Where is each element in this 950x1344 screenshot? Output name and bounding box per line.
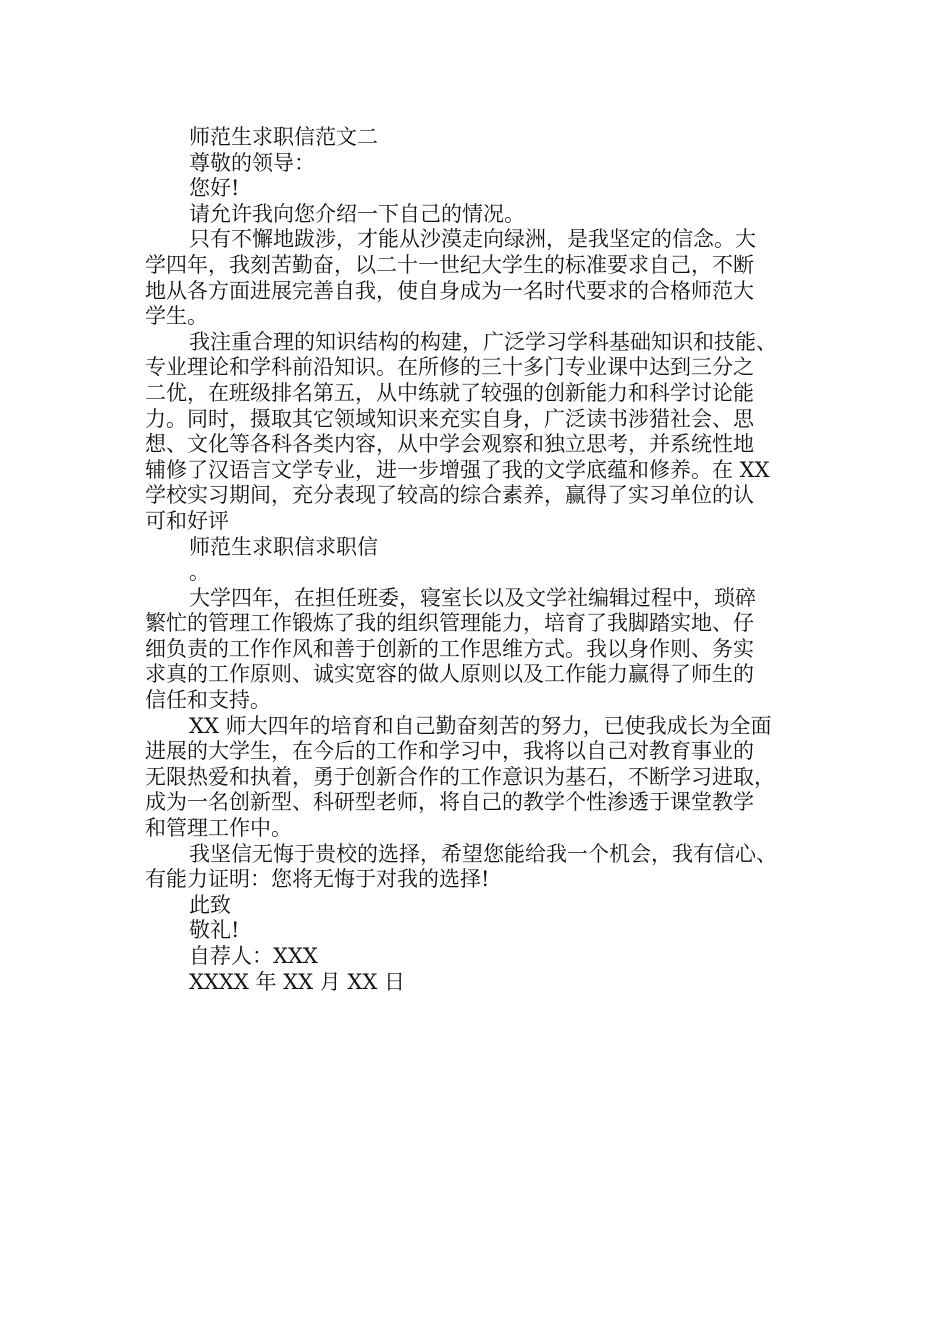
text-line: XX 师大四年的培育和自己勤奋刻苦的努力，已使我成长为全面 (189, 713, 772, 738)
text-line: 细负责的工作作风和善于创新的工作思维方式。我以身作则、务实 (145, 636, 754, 661)
closing-salute: 敬礼! (189, 918, 240, 943)
text-line: 力。同时，摄取其它领域知识来充实自身，广泛读书涉猎社会、思 (145, 406, 754, 431)
text-line: 大学四年，在担任班委，寝室长以及文学社编辑过程中，琐碎 (189, 585, 756, 610)
greeting: 您好! (189, 176, 240, 201)
letter-title: 师范生求职信范文二 (189, 125, 378, 149)
text-line: 成为一名创新型、科研型老师，将自己的教学个性渗透于课堂教学 (145, 790, 754, 815)
text-line: 我注重合理的知识结构的构建，广泛学习学科基础知识和技能、 (189, 329, 777, 354)
letter-page (145, 125, 807, 995)
text-line: 辅修了汉语言文学专业，进一步增强了我的文学底蕴和修养。在 XX (145, 457, 770, 482)
signature: 自荐人：XXX (189, 944, 318, 968)
text-line: 学四年，我刻苦勤奋，以二十一世纪大学生的标准要求自己，不断 (145, 252, 754, 277)
text-line: 只有不懈地跋涉，才能从沙漠走向绿洲，是我坚定的信念。大 (189, 227, 756, 252)
stray-period: 。 (189, 560, 210, 585)
text-line: 地从各方面进展完善自我，使自身成为一名时代要求的合格师范大 (145, 278, 754, 303)
text-line: 无限热爱和执着，勇于创新合作的工作意识为基石，不断学习进取， (145, 764, 775, 789)
text-line: 繁忙的管理工作锻炼了我的组织管理能力，培育了我脚踏实地、仔 (145, 611, 754, 636)
text-line: 和管理工作中。 (145, 816, 292, 841)
date: XXXX 年 XX 月 XX 日 (189, 969, 405, 994)
section-subtitle: 师范生求职信求职信 (189, 534, 378, 559)
text-line: 学生。 (145, 304, 208, 329)
text-line: 有能力证明：您将无悔于对我的选择! (145, 867, 490, 892)
paragraph-growth (145, 714, 807, 842)
text-line: 信任和支持。 (145, 688, 271, 713)
salutation: 尊敬的领导： (189, 150, 315, 175)
intro-line: 请允许我向您介绍一下自己的情况。 (189, 201, 525, 226)
paragraph-management (145, 586, 807, 714)
text-line: 二优，在班级排名第五，从中练就了较强的创新能力和科学讨论能 (145, 380, 754, 405)
text-line: 进展的大学生，在今后的工作和学习中，我将以自己对教育事业的 (145, 739, 754, 764)
paragraph-conclusion (145, 842, 807, 893)
text-line: 我坚信无悔于贵校的选择，希望您能给我一个机会，我有信心、 (189, 841, 777, 866)
paragraph-knowledge (145, 330, 807, 535)
text-line: 学校实习期间，充分表现了较高的综合素养，赢得了实习单位的认 (145, 483, 754, 508)
text-line: 想、文化等各科各类内容，从中学会观察和独立思考，并系统性地 (145, 432, 754, 457)
closing-phrase: 此致 (189, 892, 231, 917)
text-line: 专业理论和学科前沿知识。在所修的三十多门专业课中达到三分之 (145, 355, 754, 380)
paragraph-perseverance (145, 227, 807, 329)
text-line: 可和好评 (145, 508, 229, 533)
text-line: 求真的工作原则、诚实宽容的做人原则以及工作能力赢得了师生的 (145, 662, 754, 687)
